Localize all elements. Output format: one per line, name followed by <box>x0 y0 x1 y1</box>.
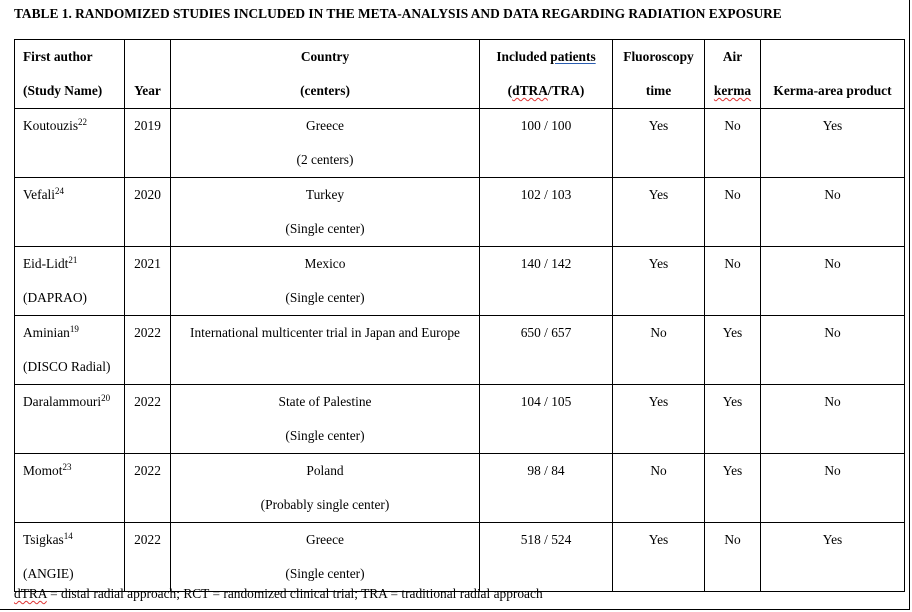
cell-year: 2022 <box>125 316 171 385</box>
cell-air-kerma: Yes <box>705 454 761 523</box>
cell-air-kerma: Yes <box>705 385 761 454</box>
cell-author: Daralammouri$^{20}$ <box>15 385 125 454</box>
header-patients: Included patients (dTRA/TRA) <box>480 40 613 109</box>
cell-country: Poland (Probably single center) <box>171 454 480 523</box>
cell-kap: Yes <box>761 109 905 178</box>
cell-air-kerma: No <box>705 178 761 247</box>
cell-air-kerma: No <box>705 523 761 592</box>
studies-table <box>14 39 905 592</box>
cell-country: Greece (Single center) <box>171 523 480 592</box>
table-row <box>15 178 905 247</box>
table-title: TABLE 1. RANDOMIZED STUDIES INCLUDED IN THE META-ANALYSIS AND DATA REGARDING RADIATION EXPOSURE <box>14 6 782 21</box>
cell-fluoroscopy: No <box>613 454 705 523</box>
table-row <box>15 523 905 592</box>
cell-kap: No <box>761 316 905 385</box>
cell-year: 2022 <box>125 385 171 454</box>
cell-fluoroscopy: Yes <box>613 385 705 454</box>
cell-kap: No <box>761 178 905 247</box>
cell-author: Aminian$^{19}$ (DISCO Radial) <box>15 316 125 385</box>
footnote: dTRA = distal radial approach; RCT = randomized clinical trial; TRA = traditional radial approach <box>14 586 543 601</box>
cell-fluoroscopy: Yes <box>613 523 705 592</box>
cell-air-kerma: No <box>705 247 761 316</box>
cell-patients: 100 / 100 <box>480 109 613 178</box>
header-row <box>15 40 905 109</box>
cell-patients: 140 / 142 <box>480 247 613 316</box>
cell-country: State of Palestine (Single center) <box>171 385 480 454</box>
cell-kap: No <box>761 385 905 454</box>
table-row <box>15 247 905 316</box>
cell-year: 2019 <box>125 109 171 178</box>
cell-patients: 98 / 84 <box>480 454 613 523</box>
cell-country: International multicenter trial in Japan and Europe <box>171 316 480 385</box>
cell-fluoroscopy: Yes <box>613 247 705 316</box>
cell-country: Turkey (Single center) <box>171 178 480 247</box>
cell-year: 2021 <box>125 247 171 316</box>
cell-kap: No <box>761 454 905 523</box>
header-year: Year <box>125 40 171 109</box>
cell-author: Koutouzis$^{22}$ <box>15 109 125 178</box>
cell-year: 2022 <box>125 523 171 592</box>
table-row <box>15 109 905 178</box>
cell-kap: No <box>761 247 905 316</box>
cell-patients: 650 / 657 <box>480 316 613 385</box>
table-row <box>15 454 905 523</box>
table-row <box>15 385 905 454</box>
cell-author: Eid-Lidt$^{21}$ (DAPRAO) <box>15 247 125 316</box>
cell-patients: 518 / 524 <box>480 523 613 592</box>
cell-air-kerma: Yes <box>705 316 761 385</box>
cell-kap: Yes <box>761 523 905 592</box>
cell-year: 2020 <box>125 178 171 247</box>
header-air-kerma: Air kerma <box>705 40 761 109</box>
header-fluoroscopy: Fluoroscopy time <box>613 40 705 109</box>
cell-fluoroscopy: Yes <box>613 109 705 178</box>
cell-fluoroscopy: Yes <box>613 178 705 247</box>
header-country: Country (centers) <box>171 40 480 109</box>
cell-country: Greece (2 centers) <box>171 109 480 178</box>
header-kap: Kerma-area product <box>761 40 905 109</box>
cell-author: Momot$^{23}$ <box>15 454 125 523</box>
cell-country: Mexico (Single center) <box>171 247 480 316</box>
cell-patients: 102 / 103 <box>480 178 613 247</box>
header-author: First author (Study Name) <box>15 40 125 109</box>
table-row <box>15 316 905 385</box>
cell-air-kerma: No <box>705 109 761 178</box>
cell-year: 2022 <box>125 454 171 523</box>
cell-patients: 104 / 105 <box>480 385 613 454</box>
cell-fluoroscopy: No <box>613 316 705 385</box>
cell-author: Vefali$^{24}$ <box>15 178 125 247</box>
cell-author: Tsigkas$^{14}$ (ANGIE) <box>15 523 125 592</box>
